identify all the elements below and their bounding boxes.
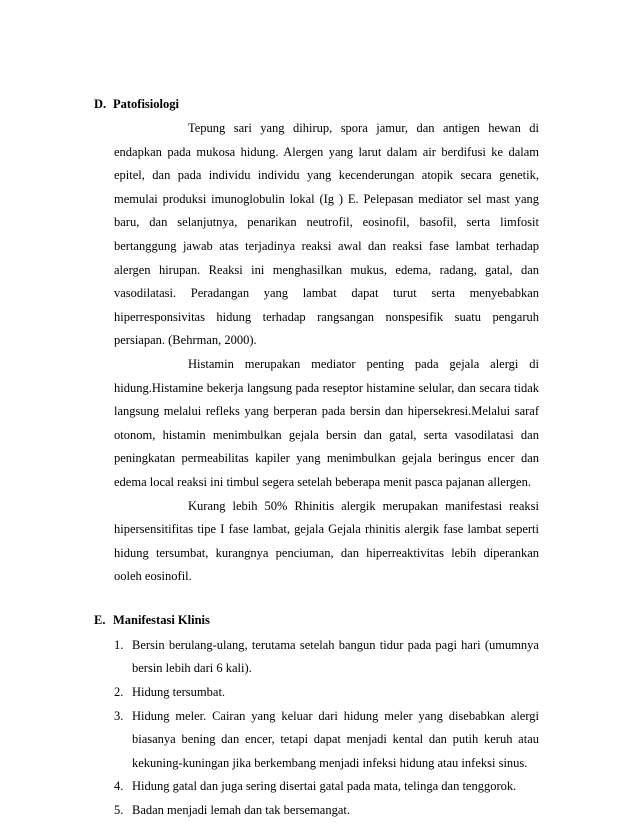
section-d-heading [94,96,638,112]
patofisiologi-paragraph-1: Tepung sari yang dihirup, spora jamur, dan antigen hewan di endapkan pada mukosa hidung. Alergen yang larut dalam air berdifusi ke dalam epitel, dan pada individu individu yang kecenderungan atopik secara genetik, memulai produksi imunoglobulin lokal (Ig ) E. Pelepasan mediator sel mast yang baru, dan selanjutnya, penarikan neutrofil, eosinofil, basofil, serta limfosit bertanggung jawab atas terjadinya reaksi awal dan reaksi fase lambat terhadap alergen hirupan. Reaksi ini menghasilkan mukus, edema, radang, gatal, dan vasodilatasi. Peradangan yang lambat dapat turut serta menyebabkan hiperresponsivitas hidung terhadap rangsangan nonspesifik suatu pengaruh persiapan. (Behrman, 2000). [114,121,539,348]
section-d-letter: D. [94,97,107,111]
patofisiologi-paragraph-2: Histamin merupakan mediator penting pada gejala alergi di hidung.Histamine bekerja langsung pada reseptor histamine selular, dan secara tidak langsung melalui refleks yang berperan pada bersin dan hipersekresi.Melalui saraf otonom, histamin menimbulkan gejala bersin dan gatal, serta vasodilatasi dan peningkatan permeabilitas kapiler yang menimbulkan gejala beringus encer dan edema local reaksi ini timbul segera setelah beberapa menit pasca pajanan allergen. [114,356,539,489]
section-e-title: Manifestasi Klinis [113,612,210,627]
section-d-title: Patofisiologi [113,97,179,111]
list-item-text: Badan menjadi lemah dan tak bersemangat. [132,803,350,818]
list-item-number: 1. [114,637,124,652]
list-item-text: Bersin berulang-ulang, terutama setelah bangun tidur pada pagi hari (umumnya bersin lebih dari 6 kali). [132,637,539,676]
list-item-number: 2. [114,685,124,700]
list-item [114,705,539,776]
list-item-text: Hidung tersumbat. [132,685,226,700]
section-e-heading [94,612,638,628]
list-item [114,799,539,823]
list-item [114,634,539,681]
section-e-letter: E. [94,612,106,627]
list-item-text: Hidung meler. Cairan yang keluar dari hidung meler yang disebabkan alergi biasanya bening dan encer, tetapi dapat menjadi kental dan putih keruh atau kekuning-kuningan jika berkembang menjadi infeksi hidung atau infeksi sinus. [132,708,539,770]
section-spacer [0,589,638,612]
list-item-number: 4. [114,779,124,794]
manifestasi-list [0,634,638,823]
list-item-text: Hidung gatal dan juga sering disertai gatal pada mata, telinga dan tenggorok. [132,779,517,794]
patofisiologi-paragraph-3: Kurang lebih 50% Rhinitis alergik merupakan manifestasi reaksi hipersensitifitas tipe I fase lambat, gejala Gejala rhinitis alergik fase lambat seperti hidung tersumbat, kurangnya penciuman, dan hiperreaktivitas lebih diperankan ooleh eosinofil. [114,498,539,584]
list-item-number: 3. [114,708,124,723]
list-item [114,775,539,799]
list-item-number: 5. [114,803,124,818]
list-item [114,681,539,705]
